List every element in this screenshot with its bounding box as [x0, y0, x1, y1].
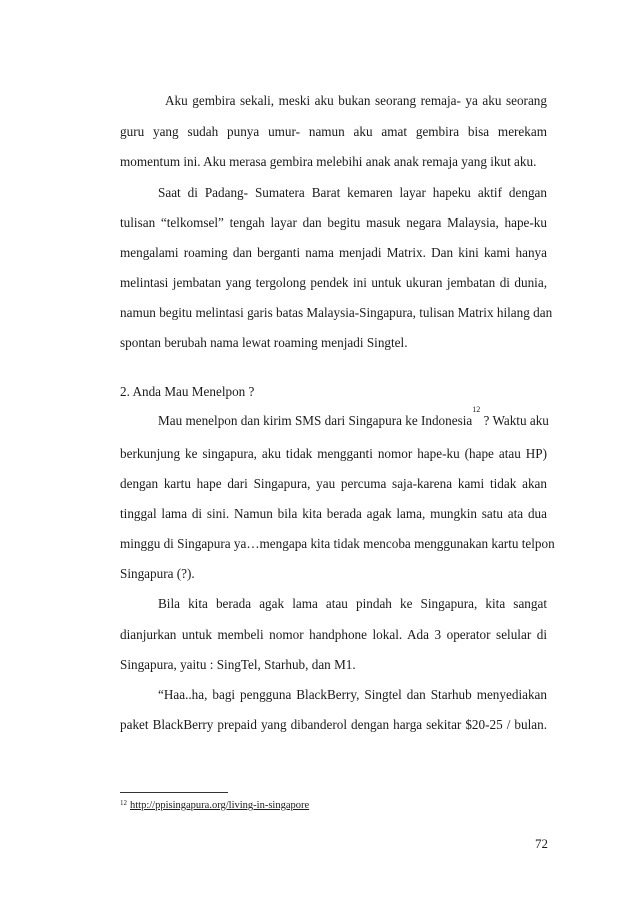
paragraph-4-line-2: dianjurkan untuk membeli nomor handphone lokal. Ada 3 operator selular di — [120, 627, 547, 642]
paragraph-4-line-1: Bila kita berada agak lama atau pindah ke Singapura, kita sangat — [158, 596, 547, 611]
paragraph-3-line-4: tinggal lama di sini. Namun bila kita berada agak lama, mungkin satu ata dua — [120, 506, 547, 521]
paragraph-2-line-4: melintasi jembatan yang tergolong pendek ini untuk ukuran jembatan di dunia, — [120, 275, 547, 290]
footnote-link[interactable]: http://ppisingapura.org/living-in-singapore — [130, 800, 310, 811]
paragraph-3-line-3: dengan kartu hape dari Singapura, yau percuma saja-karena kami tidak akan — [120, 476, 547, 491]
footnote — [120, 799, 309, 812]
footnote-number: 12 — [120, 799, 127, 807]
paragraph-2-line-1: Saat di Padang- Sumatera Barat kemaren layar hapeku aktif dengan — [158, 185, 547, 200]
paragraph-2-line-3: mengalami roaming dan berganti nama menjadi Matrix. Dan kini kami hanya — [120, 245, 547, 260]
paragraph-3-line-5: minggu di Singapura ya…mengapa kita tidak mencoba menggunakan kartu telpon — [120, 536, 555, 551]
paragraph-1-line-3: momentum ini. Aku merasa gembira melebihi anak anak remaja yang ikut aku. — [120, 154, 537, 169]
paragraph-1-line-1: Aku gembira sekali, meski aku bukan seorang remaja- ya aku seorang — [165, 93, 547, 108]
paragraph-3-line-6: Singapura (?). — [120, 566, 195, 581]
paragraph-2-line-2: tulisan “telkomsel” tengah layar dan begitu masuk negara Malaysia, hape-ku — [120, 215, 547, 230]
paragraph-5-line-1: “Haa..ha, bagi pengguna BlackBerry, Singtel dan Starhub menyediakan — [158, 687, 547, 702]
paragraph-3-line-2: berkunjung ke singapura, aku tidak mengganti nomor hape-ku (hape atau HP) — [120, 446, 547, 461]
paragraph-3-line-1-before: Mau menelpon dan kirim SMS dari Singapura ke Indonesia — [158, 413, 473, 428]
paragraph-2-line-5: namun begitu melintasi garis batas Malaysia-Singapura, tulisan Matrix hilang dan — [120, 305, 553, 320]
paragraph-5-line-2: paket BlackBerry prepaid yang dibanderol dengan harga sekitar $20-25 / bulan. — [120, 717, 547, 732]
page-number: 72 — [535, 836, 548, 851]
paragraph-3-line-1-after: ? Waktu aku — [480, 413, 549, 428]
paragraph-4-line-3: Singapura, yaitu : SingTel, Starhub, dan M1. — [120, 657, 356, 672]
paragraph-3-line-1 — [120, 405, 549, 429]
section-heading: 2. Anda Mau Menelpon ? — [120, 384, 255, 399]
paragraph-1-line-2: guru yang sudah punya umur- namun aku amat gembira bisa merekam — [120, 124, 547, 139]
paragraph-2-line-6: spontan berubah nama lewat roaming menjadi Singtel. — [120, 335, 408, 350]
footnote-reference: 12 — [472, 405, 481, 414]
footnote-separator — [120, 792, 228, 793]
